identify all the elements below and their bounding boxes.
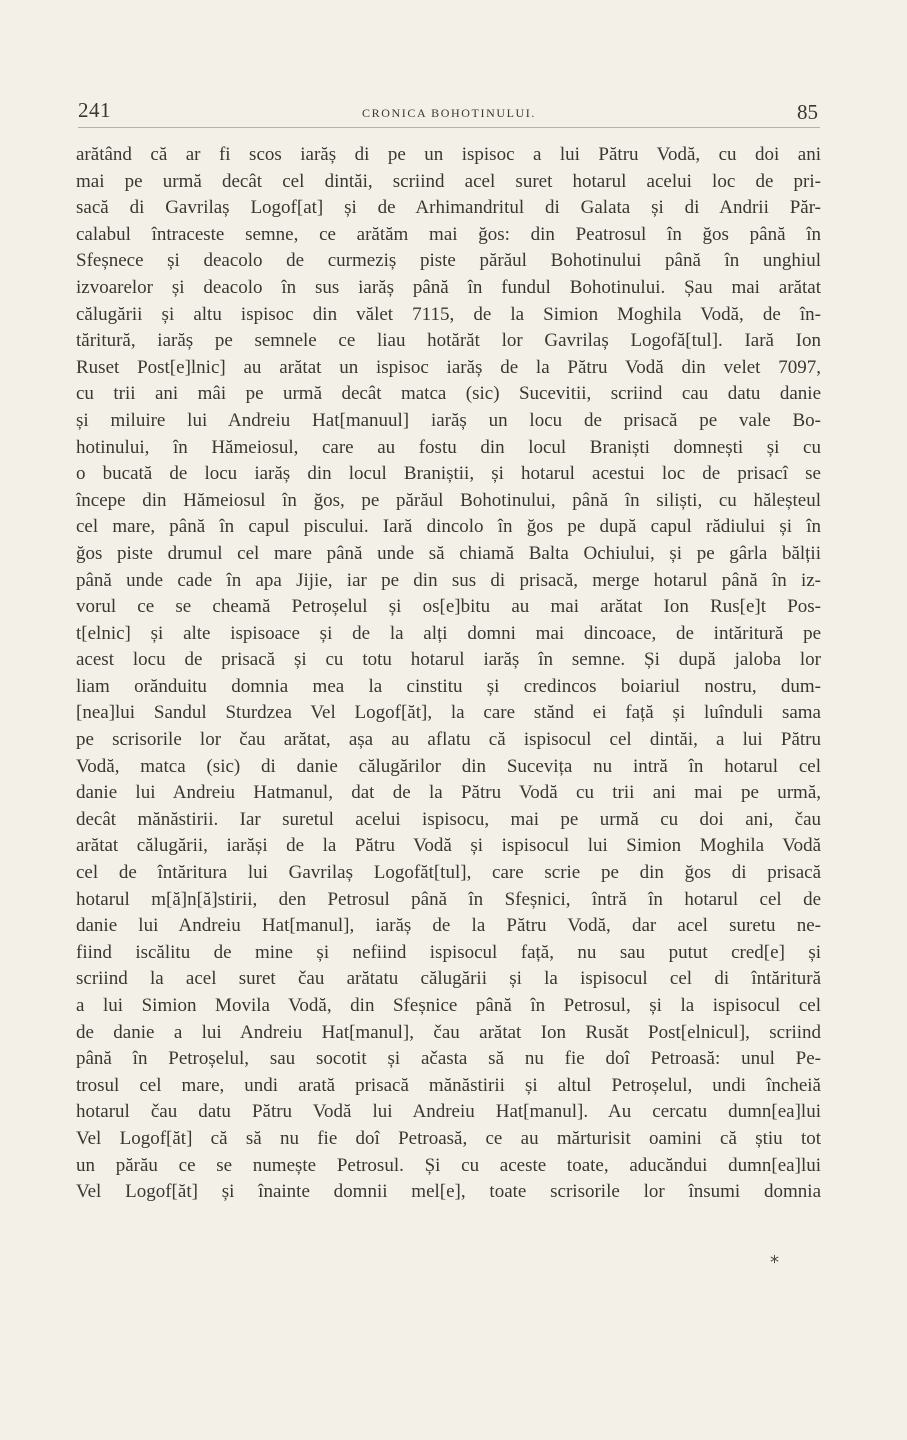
text-line: Sfeșnece și deacolo de curmeziș piste părăul Bohotinului până în unghiul	[76, 250, 821, 272]
text-line: Vel Logof[ăt] că să nu fie doî Petroasă, ce au mărturisit oamini că știu tot	[76, 1127, 821, 1149]
text-line: cel de întăritura lui Gavrilaș Logofăt[tul], care scrie pe din ğos di prisacă	[76, 862, 821, 884]
text-line: hotarul m[ă]n[ă]stirii, den Petrosul până în Sfeșnici, întră în hotarul cel de	[76, 888, 821, 910]
text-line: izvoarelor și deacolo în sus iarăș până în fundul Bohotinului. Șau mai arătat	[76, 276, 821, 298]
header-left-number: 241	[78, 98, 111, 122]
text-line: liam orănduitu domnia mea la cinstitu și credincos boiariul nostru, dum-	[76, 675, 821, 697]
text-line: tăritură, iarăș pe semnele ce liau hotărăt lor Gavrilaș Logofă[tul]. Iară Ion	[76, 330, 821, 352]
signature-mark: *	[770, 1252, 779, 1273]
text-line: cu trii ani mâi pe urmă decât matca (sic) Sucevitii, scriind cau datu danie	[76, 383, 821, 405]
text-line: hotarul čau datu Pătru Vodă lui Andreiu Hat[manul]. Au cercatu dumn[ea]lui	[76, 1101, 821, 1123]
text-line: cel mare, până în capul piscului. Iară dincolo în ğos pe după capul rădiului și în	[76, 516, 821, 538]
text-line: Vodă, matca (sic) di danie călugărilor din Sucevița nu intră în hotarul cel	[76, 755, 821, 777]
text-line: calabul întraceste semne, ce arătăm mai ğos: din Peatrosul în ğos până în	[76, 223, 821, 245]
text-line: danie lui Andreiu Hat[manul], iarăș de la Pătru Vodă, dar acel suretu ne-	[76, 915, 821, 937]
text-line: ğos piste drumul cel mare până unde să chiamă Balta Ochiului, și pe gârla bălții	[76, 542, 821, 564]
text-line: de danie a lui Andreiu Hat[manul], čau arătat Ion Rusăt Post[elnicul], scriind	[76, 1021, 821, 1043]
text-line: arătând că ar fi scos iarăș di pe un ispisoc a lui Pătru Vodă, cu doi ani	[76, 144, 821, 165]
text-line: mai pe urmă decât cel dintăi, scriind acel suret hotarul acelui loc de pri-	[76, 170, 821, 192]
header-rule	[78, 127, 820, 128]
text-line: a lui Simion Movila Vodă, din Sfeșnice până în Petrosul, și la ispisocul cel	[76, 995, 821, 1016]
text-line: până unde cade în apa Jijie, iar pe din sus di prisacă, merge hotarul până în iz-	[76, 569, 821, 591]
text-line: călugării și altu ispisoc din vălet 7115, de la Simion Moghila Vodă, de în-	[76, 303, 821, 325]
text-line: scriind la acel suret čau arătatu călugării și la ispisocul cel di întăritură	[76, 968, 821, 990]
text-line: t[elnic] și alte ispisoace și de la alți domni mai dincoace, de intăritură pe	[76, 622, 821, 644]
text-line: Ruset Post[e]lnic] au arătat un ispisoc iarăș de la Pătru Vodă din velet 7097,	[76, 356, 821, 378]
text-line: o bucată de locu iarăș din locul Braniștii, și hotarul acestui loc de prisacî se	[76, 463, 821, 485]
text-line: arătat călugării, iarăși de la Pătru Vodă și ispisocul lui Simion Moghila Vodă	[76, 835, 821, 857]
text-line: pe scrisorile lor čau arătat, așa au aflatu că ispisocul cel dintăi, a lui Pătru	[76, 729, 821, 751]
text-line: vorul ce se cheamă Petroșelul și os[e]bitu au mai arătat Ion Rus[e]t Pos-	[76, 596, 821, 618]
text-line: decât mănăstirii. Iar suretul acelui ispisocu, mai pe urmă cu doi ani, čau	[76, 808, 821, 830]
header-title: CRONICA BOHOTINULUI.	[362, 106, 536, 120]
text-line: sacă di Gavrilaș Logof[at] și de Arhimandritul di Galata și di Andrii Păr-	[76, 197, 821, 219]
text-line: hotinului, în Hămeiosul, care au fostu din locul Braniști domnești și cu	[76, 436, 821, 458]
text-line: Vel Logof[ăt] și înainte domnii mel[e], toate scrisorile lor însumi domnia	[76, 1181, 821, 1203]
text-line: și miluire lui Andreiu Hat[manuul] iarăș un locu de prisacă pe vale Bo-	[76, 409, 821, 431]
text-line: acest locu de prisacă și cu totu hotarul iarăș în semne. Și după jaloba lor	[76, 649, 821, 671]
text-line: fiind iscălitu de mine și nefiind ispisocul față, nu sau putut cred[e] și	[76, 941, 821, 963]
text-line: danie lui Andreiu Hatmanul, dat de la Pătru Vodă cu trii ani mai pe urmă,	[76, 782, 821, 804]
text-line: [nea]lui Sandul Sturdzea Vel Logof[ăt], la care stănd ei față și luînduli sama	[76, 702, 821, 724]
text-line: un părău ce se numește Petrosul. Și cu aceste toate, aducăndui dumn[ea]lui	[76, 1154, 821, 1176]
running-header	[78, 98, 820, 128]
text-line: până în Petroșelul, sau socotit și ačasta să nu fie doî Petroasă: unul Pe-	[76, 1048, 821, 1070]
text-line: începe din Hămeiosul în ğos, pe părăul Bohotinului, până în siliști, cu hăleșteul	[76, 489, 821, 511]
page-number: 85	[797, 100, 818, 124]
text-line: trosul cel mare, undi arată prisacă mănăstirii și altul Petroșelul, undi încheiă	[76, 1074, 821, 1096]
body-text	[76, 142, 821, 1206]
